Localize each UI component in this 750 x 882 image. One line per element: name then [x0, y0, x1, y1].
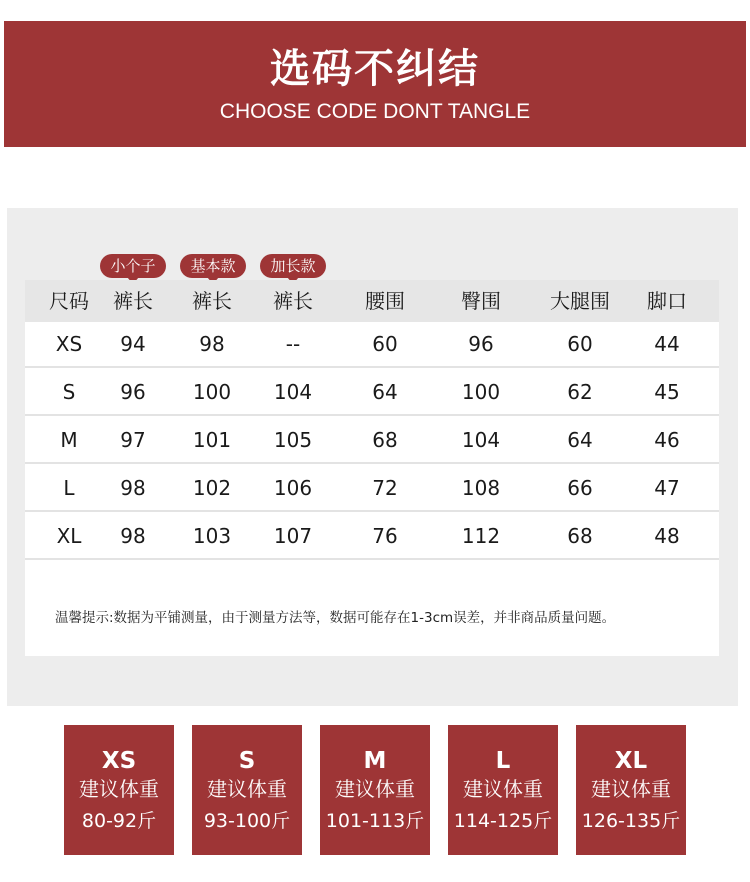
- weight-block-xs: [64, 725, 174, 855]
- table-row: [25, 464, 719, 512]
- weight-size: M: [363, 748, 387, 774]
- table-row: [25, 320, 719, 368]
- measurement-note: 温馨提示:数据为平铺测量，由于测量方法等，数据可能存在1-3cm误差，并非商品质量问题。: [55, 610, 616, 626]
- cell-hip: 104: [461, 428, 501, 452]
- cell-hem: 46: [654, 428, 680, 452]
- cell-thigh: 68: [567, 524, 593, 548]
- cell-length-petite: 96: [120, 380, 146, 404]
- cell-length-long: 106: [273, 476, 313, 500]
- cell-waist: 68: [372, 428, 398, 452]
- cell-hip: 108: [461, 476, 501, 500]
- weight-label: 建议体重: [207, 777, 287, 801]
- table-row: [25, 512, 719, 560]
- header-waist: 腰围: [365, 289, 405, 313]
- weight-block-s: [192, 725, 302, 855]
- cell-hem: 48: [654, 524, 680, 548]
- title-banner: [4, 21, 746, 147]
- cell-length-regular: 98: [199, 332, 225, 356]
- header-length-regular: 裤长: [192, 289, 232, 313]
- weight-size: S: [238, 748, 256, 774]
- header-size: 尺码: [49, 289, 89, 313]
- size-chart-panel: [7, 208, 738, 706]
- header-thigh: 大腿围: [550, 289, 610, 313]
- cell-length-long: 107: [273, 524, 313, 548]
- cell-thigh: 66: [567, 476, 593, 500]
- cell-length-long: --: [285, 332, 301, 356]
- cell-hem: 45: [654, 380, 680, 404]
- cell-waist: 64: [372, 380, 398, 404]
- cell-size: S: [62, 380, 76, 404]
- weight-block-xl: [576, 725, 686, 855]
- table-header: [25, 280, 719, 322]
- banner-subtitle: CHOOSE CODE DONT TANGLE: [219, 100, 531, 123]
- header-hem: 脚口: [647, 289, 687, 313]
- header-length-long: 裤长: [273, 289, 313, 313]
- cell-length-long: 104: [273, 380, 313, 404]
- cell-hip: 100: [461, 380, 501, 404]
- cell-hip: 112: [461, 524, 501, 548]
- cell-length-petite: 97: [120, 428, 146, 452]
- weight-size: XL: [614, 748, 648, 774]
- cell-size: L: [63, 476, 75, 500]
- cell-thigh: 64: [567, 428, 593, 452]
- weight-label: 建议体重: [79, 777, 159, 801]
- weight-label: 建议体重: [335, 777, 415, 801]
- cell-length-petite: 98: [120, 524, 146, 548]
- cell-length-regular: 100: [192, 380, 232, 404]
- cell-length-regular: 103: [192, 524, 232, 548]
- cell-size: M: [60, 428, 78, 452]
- cell-waist: 72: [372, 476, 398, 500]
- length-tags: [7, 254, 738, 282]
- cell-thigh: 62: [567, 380, 593, 404]
- tag-regular: 基本款: [180, 254, 246, 278]
- header-length-petite: 裤长: [113, 289, 153, 313]
- weight-range: 93-100斤: [203, 810, 291, 832]
- cell-thigh: 60: [567, 332, 593, 356]
- weight-label: 建议体重: [591, 777, 671, 801]
- cell-length-long: 105: [273, 428, 313, 452]
- weight-block-m: [320, 725, 430, 855]
- cell-length-regular: 101: [192, 428, 232, 452]
- header-hip: 臀围: [461, 289, 501, 313]
- cell-hem: 47: [654, 476, 680, 500]
- weight-range: 126-135斤: [581, 810, 681, 832]
- weight-size: XS: [101, 748, 137, 774]
- tag-petite: 小个子: [100, 254, 166, 278]
- cell-length-petite: 94: [120, 332, 146, 356]
- weight-range: 114-125斤: [453, 810, 553, 832]
- weight-size: L: [495, 748, 511, 774]
- cell-length-petite: 98: [120, 476, 146, 500]
- weight-range: 101-113斤: [325, 810, 425, 832]
- weight-range: 80-92斤: [81, 810, 157, 832]
- cell-size: XL: [56, 524, 82, 548]
- cell-hem: 44: [654, 332, 680, 356]
- table-row: [25, 368, 719, 416]
- weight-label: 建议体重: [463, 777, 543, 801]
- weight-block-l: [448, 725, 558, 855]
- cell-hip: 96: [468, 332, 494, 356]
- banner-title: 选码不纠结: [270, 46, 480, 92]
- table-row: [25, 416, 719, 464]
- cell-waist: 60: [372, 332, 398, 356]
- cell-waist: 76: [372, 524, 398, 548]
- size-table-card: [25, 280, 719, 656]
- cell-size: XS: [55, 332, 83, 356]
- cell-length-regular: 102: [192, 476, 232, 500]
- tag-long: 加长款: [260, 254, 326, 278]
